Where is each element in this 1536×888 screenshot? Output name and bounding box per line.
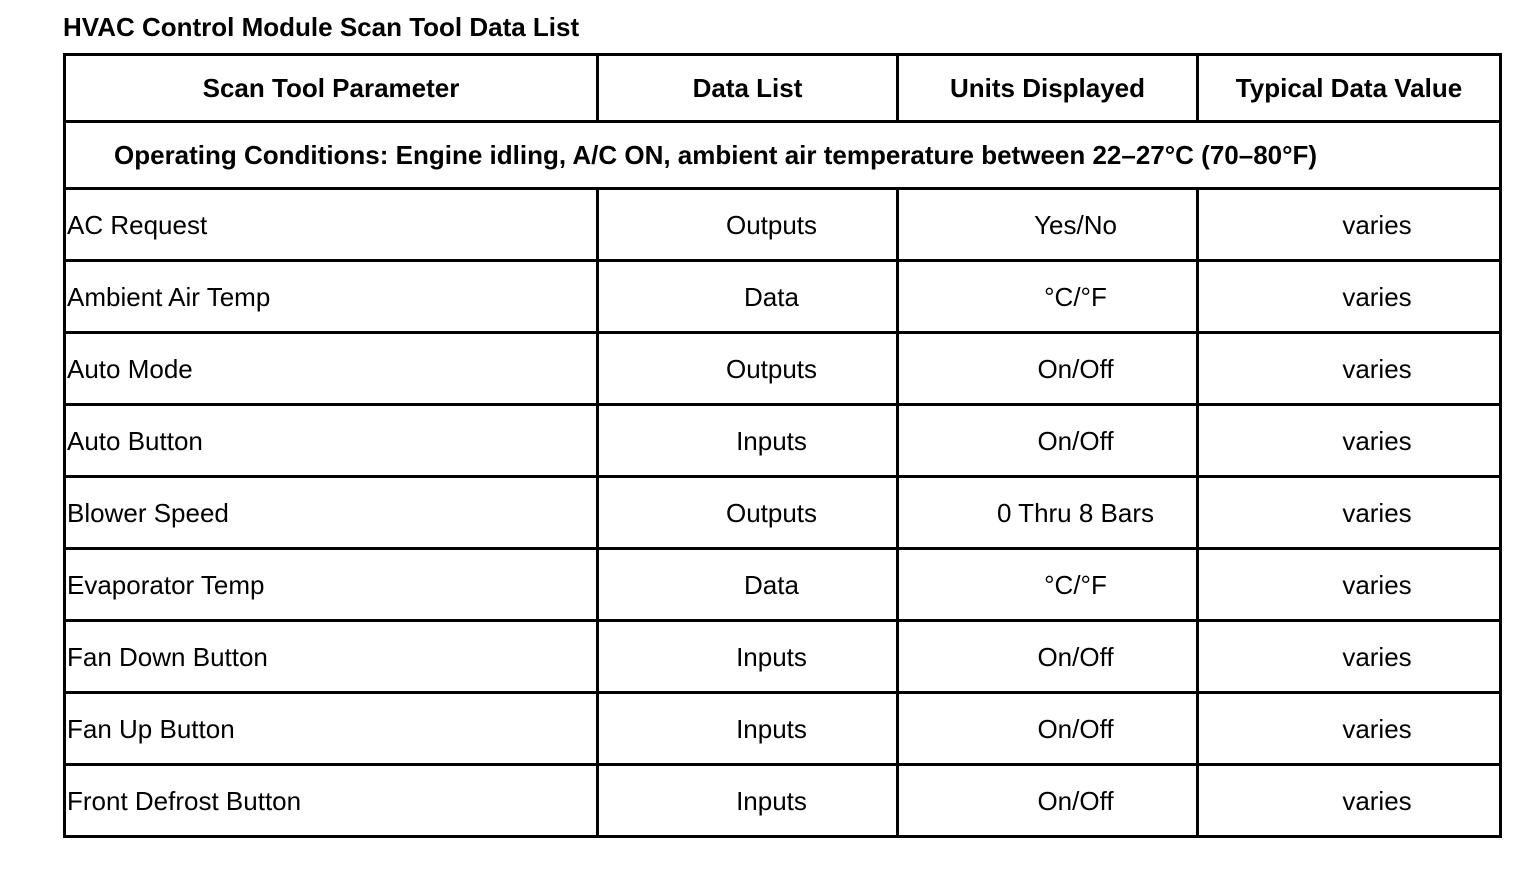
parameter-cell: Auto Mode — [65, 333, 598, 405]
table-row — [65, 405, 1501, 477]
data-list-cell: Inputs — [598, 765, 898, 837]
parameter-cell: Fan Down Button — [65, 621, 598, 693]
data-list-cell: Outputs — [598, 477, 898, 549]
typical-value-cell: varies — [1198, 189, 1501, 261]
table-row — [65, 693, 1501, 765]
units-cell: °C/°F — [898, 549, 1198, 621]
typical-value-cell: varies — [1198, 693, 1501, 765]
table-row — [65, 765, 1501, 837]
parameter-cell: Front Defrost Button — [65, 765, 598, 837]
parameter-cell: Blower Speed — [65, 477, 598, 549]
operating-conditions: Operating Conditions: Engine idling, A/C ON, ambient air temperature between 22–27°C (70–80°F) — [65, 122, 1501, 189]
units-cell: On/Off — [898, 333, 1198, 405]
header-typical-data-value: Typical Data Value — [1198, 55, 1501, 122]
typical-value-cell: varies — [1198, 765, 1501, 837]
typical-value-cell: varies — [1198, 549, 1501, 621]
units-cell: Yes/No — [898, 189, 1198, 261]
units-cell: °C/°F — [898, 261, 1198, 333]
units-cell: 0 Thru 8 Bars — [898, 477, 1198, 549]
data-list-cell: Inputs — [598, 621, 898, 693]
document-title: HVAC Control Module Scan Tool Data List — [63, 12, 580, 42]
table-row — [65, 333, 1501, 405]
table-row — [65, 477, 1501, 549]
units-cell: On/Off — [898, 621, 1198, 693]
data-list-cell: Outputs — [598, 189, 898, 261]
operating-conditions-row — [65, 122, 1501, 189]
header-units-displayed: Units Displayed — [898, 55, 1198, 122]
table-row — [65, 621, 1501, 693]
units-cell: On/Off — [898, 405, 1198, 477]
data-list-cell: Inputs — [598, 405, 898, 477]
parameter-cell: Ambient Air Temp — [65, 261, 598, 333]
header-scan-tool-parameter: Scan Tool Parameter — [65, 55, 598, 122]
parameter-cell: Auto Button — [65, 405, 598, 477]
parameter-cell: AC Request — [65, 189, 598, 261]
units-cell: On/Off — [898, 693, 1198, 765]
units-cell: On/Off — [898, 765, 1198, 837]
parameter-cell: Fan Up Button — [65, 693, 598, 765]
data-list-cell: Data — [598, 261, 898, 333]
parameter-cell: Evaporator Temp — [65, 549, 598, 621]
typical-value-cell: varies — [1198, 405, 1501, 477]
typical-value-cell: varies — [1198, 621, 1501, 693]
typical-value-cell: varies — [1198, 261, 1501, 333]
data-list-cell: Outputs — [598, 333, 898, 405]
table-row — [65, 549, 1501, 621]
data-list-cell: Data — [598, 549, 898, 621]
table-row — [65, 189, 1501, 261]
typical-value-cell: varies — [1198, 477, 1501, 549]
typical-value-cell: varies — [1198, 333, 1501, 405]
table-row — [65, 261, 1501, 333]
data-list-cell: Inputs — [598, 693, 898, 765]
table-header-row — [65, 55, 1501, 122]
header-data-list: Data List — [598, 55, 898, 122]
scan-tool-data-table — [63, 53, 1502, 838]
